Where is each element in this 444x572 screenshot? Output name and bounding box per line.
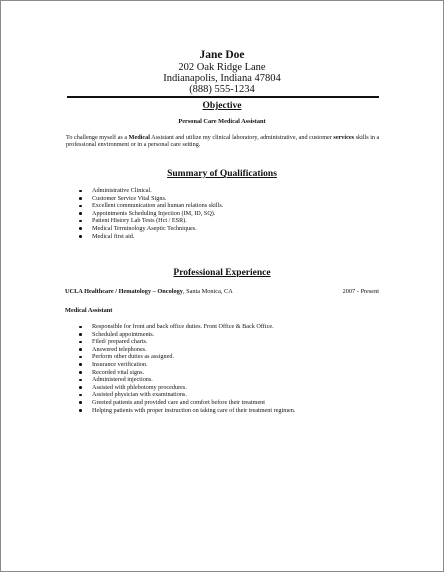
- list-item: Filed/ prepared charts.: [79, 338, 295, 346]
- list-item: Patient History Lab Tests (Hct / ESR).: [79, 217, 223, 225]
- list-item: Administrative Clinical.: [79, 187, 223, 195]
- duties-list: [79, 323, 295, 414]
- list-item: Scheduled appointments.: [79, 331, 295, 339]
- experience-heading: Professional Experience: [173, 268, 271, 278]
- phone: (888) 555-1234: [189, 84, 255, 95]
- list-item: Medical first aid.: [79, 233, 223, 241]
- header-divider: [67, 96, 379, 98]
- list-item: Helping patients with proper instruction on taking care of their treatment regimen.: [79, 407, 295, 415]
- job-title: Medical Assistant: [65, 307, 113, 314]
- employer-line: [65, 288, 379, 295]
- qualifications-heading: Summary of Qualifications: [167, 169, 277, 179]
- city-line: Indianapolis, Indiana 47804: [163, 73, 281, 84]
- list-item: Recorded vital signs.: [79, 369, 295, 377]
- list-item: Perform other duties as assigned.: [79, 353, 295, 361]
- list-item: Insurance verification.: [79, 361, 295, 369]
- employer-location: , Santa Monica, CA: [182, 288, 233, 295]
- list-item: Greeted patients and provided care and comfort before their treatment: [79, 399, 295, 407]
- list-item: Appointments Scheduling Injection (IM, ID, SQ).: [79, 210, 223, 218]
- list-item: Customer Service Vital Signs.: [79, 195, 223, 203]
- objective-subtitle: Personal Care Medical Assistant: [178, 118, 266, 125]
- employment-dates: 2007 - Present: [342, 288, 379, 295]
- list-item: Assisted with phlebotomy procedures.: [79, 384, 295, 392]
- list-item: Administered injections.: [79, 376, 295, 384]
- list-item: Excellent communication and human relations skills.: [79, 202, 223, 210]
- objective-heading: Objective: [202, 101, 242, 111]
- objective-text: To challenge myself as a Medical Assistant and utilize my clinical laboratory, administrative, and customer services skills in a professional environment or in a personal care setting.: [66, 134, 380, 149]
- list-item: Medical Terminology Aseptic Techniques.: [79, 225, 223, 233]
- candidate-name: Jane Doe: [199, 49, 245, 61]
- qualifications-list: [79, 187, 223, 240]
- list-item: Answered telephones.: [79, 346, 295, 354]
- list-item: Assisted physician with examinations.: [79, 391, 295, 399]
- resume-header: [1, 49, 443, 95]
- list-item: Responsible for front and back office duties. Front Office & Back Office.: [79, 323, 295, 331]
- employer-name: UCLA Healthcare / Hematology – Oncology: [65, 288, 183, 295]
- address-line: 202 Oak Ridge Lane: [178, 62, 266, 73]
